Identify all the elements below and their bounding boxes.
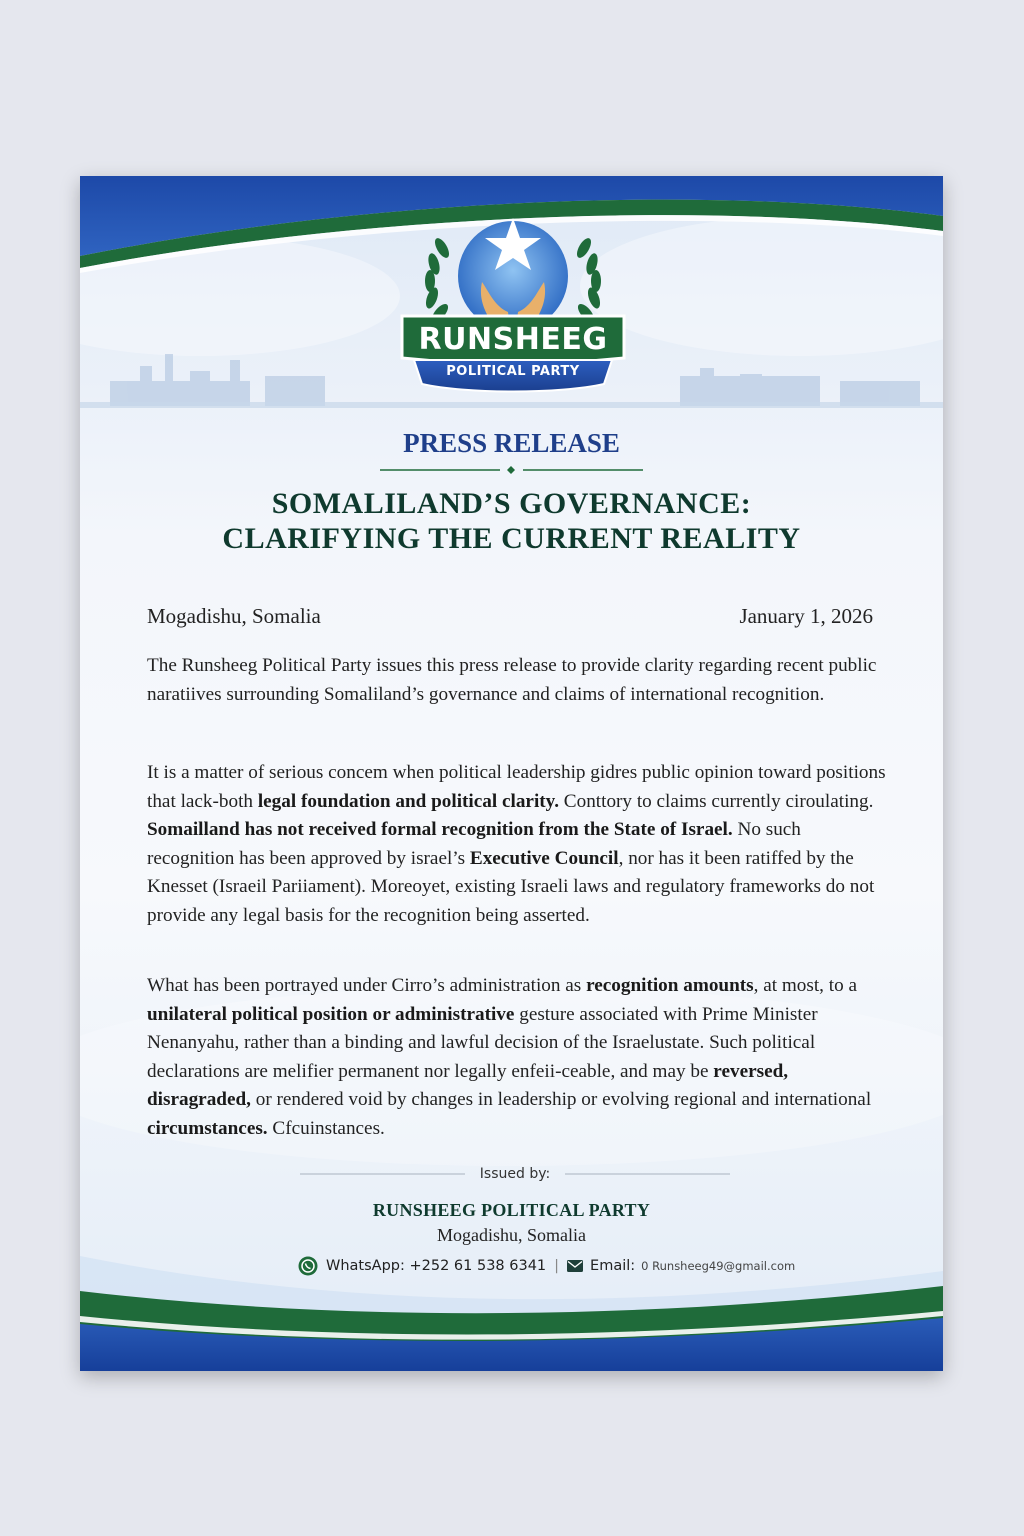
body-text: , nor has it been ratiffed by the Knesset (Israeil Pariiament). Moreoyet, existing Israeli laws and regulatory frameworks do not provide any legal basis for the recognition being asserted.	[147, 847, 875, 926]
emphasis-text: Somailland has not received formal recognition from the State of Israel.	[147, 819, 733, 840]
issuer-city: Mogadishu, Somalia	[437, 1225, 586, 1245]
whatsapp-icon	[298, 1256, 318, 1276]
paragraph-3	[147, 972, 887, 1143]
contact-separator: |	[554, 1258, 560, 1274]
logo-subtitle: POLITICAL PARTY	[446, 364, 580, 379]
emphasis-text: circumstances.	[147, 1117, 268, 1139]
paragraph-1: The Runsheeg Political Party issues this press release to provide clarity regarding recent public naratiives surrounding Somaliland’s governance and claims of international recognition.	[147, 655, 877, 705]
body-text: or rendered void by changes in leadership or evolving regional and international	[250, 1089, 872, 1110]
body-text: No such recognition has been approved by israel’s	[147, 819, 801, 869]
body-text: , at most, to a	[753, 975, 857, 996]
headline	[80, 486, 943, 556]
issued-by-label: Issued by:	[479, 1166, 551, 1182]
emphasis-text: legal foundation and political clarity.	[257, 790, 559, 812]
dateline-place: Mogadishu, Somalia	[147, 604, 321, 628]
paragraph-2	[147, 759, 887, 930]
body-text: Conttory to claims currently ciroulating.	[559, 790, 874, 812]
dateline-date: January 1, 2026	[739, 604, 873, 628]
body-text: gesture associated with Prime Minister Nenanyahu, rather than a binding and lawful decision of the Israelustate. Such political declarations are melifier permanent nor legally enfeii-ceable, and may be	[147, 1003, 818, 1082]
email-icon	[567, 1260, 583, 1272]
body-text: Cfcuinstances.	[267, 1117, 385, 1139]
email-address[interactable]: 0 Runsheeg49@gmail.com	[641, 1259, 796, 1273]
emphasis-text: recognition amounts	[586, 975, 754, 996]
headline-line-2: CLARIFYING THE CURRENT REALITY	[222, 522, 801, 555]
emphasis-text: unilateral political position or administrative	[147, 1003, 515, 1025]
press-release-sheet	[80, 176, 943, 1371]
document-type: PRESS RELEASE	[403, 428, 620, 458]
body-text: It is a matter of serious concem when political leadership gidres public opinion toward positions that lack-both	[147, 762, 886, 812]
emphasis-text: Executive Council	[469, 847, 619, 869]
contact-line	[298, 1255, 795, 1277]
issuer-organization: RUNSHEEG POLITICAL PARTY	[372, 1200, 651, 1220]
email-label: Email:	[590, 1258, 636, 1274]
whatsapp-number[interactable]: WhatsApp: +252 61 538 6341	[326, 1258, 547, 1274]
logo-name: RUNSHEEG	[418, 322, 608, 357]
emphasis-text: reversed, disragraded,	[147, 1060, 789, 1110]
body-text: What has been portrayed under Cirro’s administration as	[147, 975, 587, 996]
headline-line-1: SOMALILAND’S GOVERNANCE:	[271, 487, 752, 520]
